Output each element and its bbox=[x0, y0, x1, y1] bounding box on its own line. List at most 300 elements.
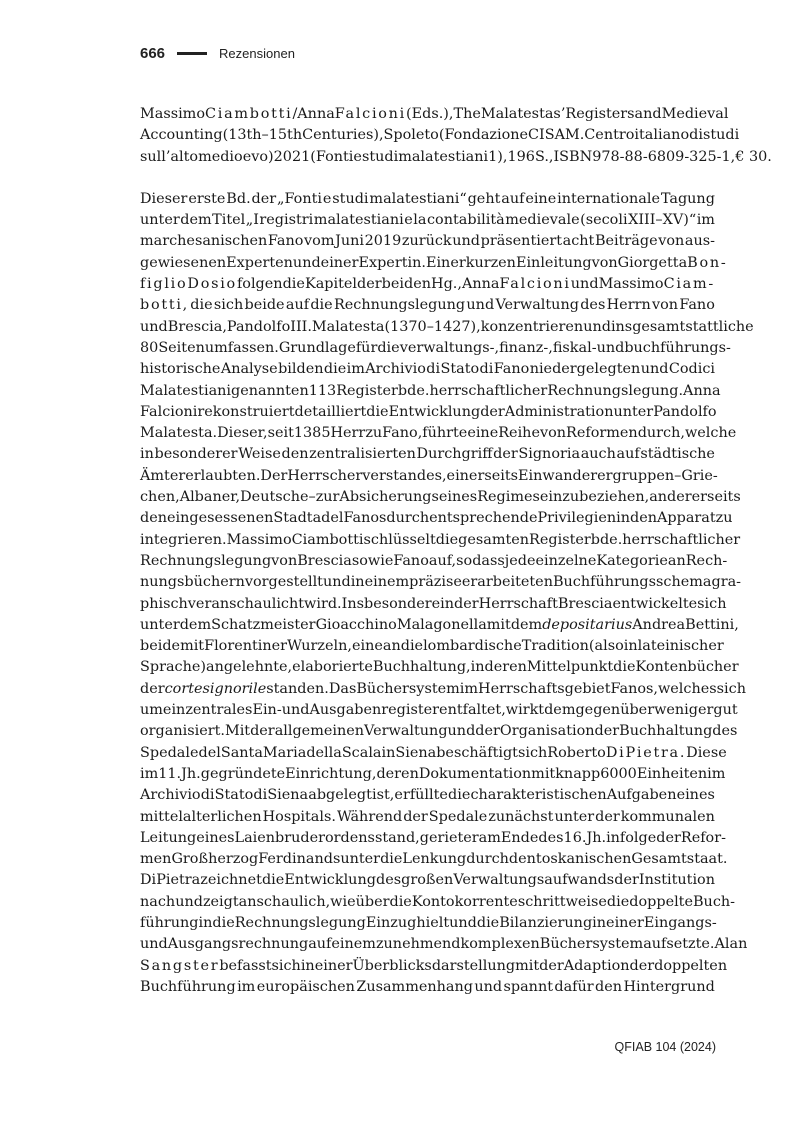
word: unter bbox=[140, 212, 180, 229]
word: mit bbox=[515, 957, 540, 974]
word: städtische bbox=[640, 446, 715, 463]
word: Mit bbox=[224, 723, 251, 740]
body-line bbox=[140, 743, 727, 764]
paragraph-gap bbox=[140, 168, 715, 189]
word: Tagung bbox=[660, 190, 715, 207]
word: Dosio bbox=[187, 276, 237, 293]
word: in bbox=[616, 510, 630, 527]
word: zur bbox=[315, 489, 340, 506]
word: Rechnungslegung. bbox=[547, 382, 684, 399]
word: im bbox=[140, 765, 159, 782]
word: Fano bbox=[267, 233, 304, 250]
word: herrschaftlicher bbox=[429, 382, 548, 399]
word: Ein- bbox=[252, 702, 282, 719]
word: mit bbox=[180, 638, 205, 655]
word: Rechnungslegung bbox=[333, 297, 466, 314]
word: charakteristischen bbox=[470, 787, 607, 804]
word: von bbox=[652, 297, 679, 314]
word: führte bbox=[422, 425, 468, 442]
body-line bbox=[140, 508, 733, 529]
word: unter bbox=[340, 851, 381, 868]
body-line bbox=[140, 977, 715, 998]
word: einzelne bbox=[535, 552, 597, 569]
word: und bbox=[281, 702, 310, 719]
word: einem bbox=[331, 936, 376, 953]
word: abgelegt bbox=[308, 787, 372, 804]
word: e bbox=[322, 190, 332, 207]
word: nach bbox=[140, 893, 176, 910]
word: seit bbox=[267, 425, 294, 442]
word: zentrales bbox=[185, 702, 253, 719]
word: des bbox=[580, 297, 606, 314]
word: unter bbox=[554, 808, 595, 825]
word: Spedale bbox=[428, 808, 488, 825]
word: Analyse bbox=[220, 361, 278, 378]
word: die bbox=[380, 851, 403, 868]
word: weniger bbox=[654, 702, 714, 719]
word: Lenkung bbox=[402, 851, 467, 868]
word: knapp bbox=[555, 765, 601, 782]
word: zu bbox=[715, 510, 733, 527]
word: Regimes bbox=[477, 489, 540, 506]
word: sich bbox=[716, 680, 746, 697]
word: gewiesenen bbox=[140, 254, 227, 271]
word: Fanos bbox=[343, 510, 387, 527]
word: der bbox=[357, 276, 382, 293]
word: acht bbox=[562, 233, 595, 250]
word: doppelten bbox=[654, 957, 728, 974]
word: den bbox=[595, 978, 623, 995]
word: Pandolfo bbox=[653, 403, 717, 420]
word: 978-88-6809-325-1, bbox=[592, 148, 736, 165]
word: malatestiani bbox=[313, 212, 404, 229]
word: Experten bbox=[226, 254, 293, 271]
word: Pietra bbox=[156, 872, 201, 889]
running-title: Rezensionen bbox=[219, 45, 295, 61]
word: organisiert. bbox=[140, 723, 225, 740]
word: Massimo bbox=[140, 106, 205, 122]
word: in bbox=[300, 957, 315, 974]
word: in bbox=[470, 659, 485, 676]
word: Herrschaft bbox=[478, 595, 558, 612]
body-line bbox=[140, 338, 731, 359]
word: des bbox=[538, 829, 564, 846]
word: zu bbox=[365, 425, 383, 442]
word: entsprechende bbox=[429, 510, 538, 527]
word: Kontokorrente bbox=[411, 893, 518, 910]
word: Stato bbox=[214, 787, 254, 804]
word: den bbox=[630, 510, 657, 527]
word: Brescia, bbox=[167, 318, 227, 335]
word: Institution bbox=[638, 872, 715, 889]
word: die bbox=[606, 893, 630, 910]
word: Herrscher bbox=[287, 467, 363, 484]
word: eine bbox=[351, 638, 383, 655]
body-line bbox=[140, 381, 721, 402]
word: Siena bbox=[395, 744, 437, 761]
word: einzubeziehen, bbox=[539, 489, 650, 506]
word: – bbox=[674, 467, 682, 484]
word: und bbox=[322, 574, 351, 591]
word: Malatesta. bbox=[140, 425, 218, 442]
word: Hospitals. bbox=[262, 808, 336, 825]
word: Einleitung bbox=[515, 254, 592, 271]
word: präsentiert bbox=[480, 233, 563, 250]
word: (1370–1427), bbox=[384, 318, 481, 335]
word: detailliert bbox=[294, 403, 367, 420]
word: in bbox=[198, 914, 213, 931]
word: und bbox=[596, 339, 625, 356]
word: die bbox=[389, 893, 412, 910]
body-line bbox=[140, 679, 746, 700]
body-line bbox=[140, 785, 715, 806]
word: (also bbox=[588, 638, 624, 655]
word: angelehnte, bbox=[206, 659, 293, 676]
word: Ausgabenregister bbox=[309, 702, 440, 719]
word: die bbox=[310, 297, 333, 314]
word: die bbox=[377, 339, 400, 356]
word: auf bbox=[616, 446, 640, 463]
word: 2019 bbox=[364, 233, 402, 250]
word: in bbox=[623, 638, 638, 655]
word: Di bbox=[605, 744, 626, 761]
word: Albaner, bbox=[179, 489, 241, 506]
word: Gesamtstaat. bbox=[631, 851, 728, 868]
word: sull’alto bbox=[140, 148, 199, 165]
word: 16. bbox=[563, 829, 587, 846]
word: Spoleto bbox=[383, 127, 439, 144]
word: Verwaltung bbox=[364, 723, 448, 740]
word: Einrichtung, bbox=[285, 765, 377, 782]
word: beide bbox=[140, 638, 181, 655]
body-line bbox=[140, 189, 715, 210]
word: Zusammenhang bbox=[356, 978, 473, 995]
word: S., bbox=[534, 148, 554, 165]
word: doppelte bbox=[629, 893, 693, 910]
word: /Anna bbox=[292, 106, 335, 122]
word: im bbox=[346, 361, 365, 378]
word: die bbox=[448, 787, 471, 804]
word: auf bbox=[308, 936, 332, 953]
word: marchesanischen bbox=[140, 233, 268, 250]
word: (Eds.), bbox=[406, 106, 454, 122]
word: durch bbox=[386, 510, 430, 527]
word: The bbox=[453, 106, 481, 122]
word: Überblicksdarstellung bbox=[352, 957, 516, 974]
word: der bbox=[656, 829, 681, 846]
word: schlüsselt bbox=[363, 531, 436, 548]
word: zentralisierten bbox=[309, 446, 416, 463]
word: Hintergrund bbox=[623, 978, 715, 995]
body-line bbox=[140, 466, 718, 487]
word: Alan bbox=[714, 936, 748, 953]
word: und bbox=[140, 936, 168, 953]
word: rekonstruiert bbox=[197, 403, 295, 420]
word: in bbox=[440, 595, 455, 612]
page-header bbox=[140, 43, 295, 63]
body-line bbox=[140, 828, 726, 849]
word: der bbox=[250, 723, 275, 740]
word: Giorgetta bbox=[617, 254, 688, 271]
word: 113 bbox=[308, 382, 337, 399]
body-line bbox=[140, 359, 715, 380]
body-line bbox=[140, 594, 727, 615]
word: XIII–XV)“ bbox=[628, 212, 697, 229]
word: die bbox=[435, 531, 459, 548]
word: eingesessenen bbox=[167, 510, 274, 527]
body-line bbox=[140, 700, 738, 721]
word: auch bbox=[580, 446, 616, 463]
word: Kontenbücher bbox=[635, 659, 739, 676]
word: erarbeiteten bbox=[461, 574, 553, 591]
word: Herr bbox=[330, 425, 366, 442]
body-line bbox=[140, 849, 728, 870]
word: ist, bbox=[371, 787, 395, 804]
word: Tradition bbox=[521, 638, 589, 655]
word: im bbox=[237, 978, 256, 995]
word: großen bbox=[401, 872, 454, 889]
word: Juni bbox=[335, 233, 365, 250]
word: führung bbox=[140, 914, 199, 931]
body-line bbox=[140, 870, 715, 891]
word: bilden bbox=[278, 361, 324, 378]
word: botti, bbox=[140, 297, 189, 314]
word: Absicherung bbox=[339, 489, 432, 506]
word: Stadtadel bbox=[273, 510, 344, 527]
word: Jh. bbox=[586, 829, 607, 846]
word: die bbox=[613, 659, 636, 676]
word: in bbox=[350, 574, 365, 591]
word: beiden bbox=[381, 276, 431, 293]
word: Malatesta bbox=[311, 318, 385, 335]
word: stattliche bbox=[685, 318, 754, 335]
word: Ciambotti bbox=[205, 106, 293, 122]
word: komplexen bbox=[460, 936, 540, 953]
word: so bbox=[456, 552, 473, 569]
word: „Fonti bbox=[277, 190, 322, 207]
word: Büchersystem bbox=[356, 680, 460, 697]
word: welche bbox=[684, 425, 737, 442]
page-number: 666 bbox=[140, 44, 166, 62]
word: Buchhaltung bbox=[619, 723, 713, 740]
word: elaborierte bbox=[292, 659, 373, 676]
body-line bbox=[140, 913, 715, 934]
word: der bbox=[140, 680, 165, 697]
word: Roberto bbox=[547, 744, 606, 761]
word: präzise bbox=[409, 574, 462, 591]
word: kommunalen bbox=[620, 808, 715, 825]
word: Codici bbox=[668, 361, 715, 378]
word: registri bbox=[259, 212, 314, 229]
word: von bbox=[539, 425, 567, 442]
word: Kategorie bbox=[596, 552, 668, 569]
word: Entwicklung bbox=[388, 403, 481, 420]
word: Malatestas’ bbox=[480, 106, 566, 122]
word: Dieser, bbox=[217, 425, 268, 442]
word: eine bbox=[525, 190, 557, 207]
word: (Fondazione bbox=[438, 127, 529, 144]
word: Sangster bbox=[140, 957, 220, 974]
word: die bbox=[366, 403, 389, 420]
word: andererseits bbox=[649, 489, 741, 506]
word: Jh. bbox=[181, 765, 201, 782]
word: ein bbox=[162, 702, 186, 719]
body-line bbox=[140, 764, 726, 785]
word: durch, bbox=[637, 425, 685, 442]
word: und bbox=[449, 914, 477, 931]
word: Refor- bbox=[680, 829, 726, 846]
word: um bbox=[140, 702, 163, 719]
word: der bbox=[480, 403, 505, 420]
word: della bbox=[306, 744, 342, 761]
header-rule bbox=[177, 52, 207, 55]
word: einerseits bbox=[446, 467, 519, 484]
word: Einwanderergruppen bbox=[518, 467, 675, 484]
word: – bbox=[308, 489, 316, 506]
word: einer bbox=[314, 957, 353, 974]
word: lombardische bbox=[423, 638, 522, 655]
body-line bbox=[140, 530, 741, 551]
word: men bbox=[140, 851, 172, 868]
word: 196 bbox=[507, 148, 535, 165]
word: Büchersystem bbox=[539, 936, 644, 953]
word: genannten bbox=[231, 382, 309, 399]
word: in bbox=[592, 914, 607, 931]
word: zeichnet bbox=[200, 872, 262, 889]
word: wirkt bbox=[505, 702, 545, 719]
body-line bbox=[140, 551, 728, 572]
word: Signoria bbox=[518, 446, 581, 463]
word: malatestiani“ bbox=[369, 190, 467, 207]
word: Verwaltungsaufwands bbox=[453, 872, 615, 889]
word: im bbox=[696, 212, 715, 229]
word: e bbox=[353, 148, 362, 165]
word: malatestiani bbox=[398, 148, 489, 165]
word: la bbox=[413, 212, 427, 229]
word: gut bbox=[713, 702, 738, 719]
word: entfaltet, bbox=[439, 702, 506, 719]
word: Einheiten bbox=[636, 765, 708, 782]
word: Fanos, bbox=[610, 680, 658, 697]
word: auf bbox=[501, 190, 525, 207]
word: hielt bbox=[416, 914, 450, 931]
word: der bbox=[614, 872, 639, 889]
word: 2021 bbox=[273, 148, 311, 165]
word: Scala bbox=[341, 744, 382, 761]
word: infolge bbox=[606, 829, 657, 846]
word: besonderer bbox=[154, 446, 238, 463]
word: es, bbox=[426, 467, 447, 484]
word: den bbox=[140, 510, 167, 527]
word: umfassen. bbox=[204, 339, 279, 356]
word: dafür bbox=[554, 978, 594, 995]
word: Expertin. bbox=[358, 254, 426, 271]
body-line bbox=[140, 615, 739, 636]
word: im bbox=[707, 765, 726, 782]
word: der bbox=[403, 808, 428, 825]
word: Pietra. bbox=[625, 744, 687, 761]
word: die bbox=[282, 276, 305, 293]
body-line bbox=[140, 210, 715, 231]
word: im bbox=[459, 680, 479, 697]
word: italiano bbox=[634, 127, 690, 144]
body-line bbox=[140, 487, 741, 508]
word: Reformen bbox=[566, 425, 638, 442]
word: (Fonti bbox=[310, 148, 354, 165]
word: erste bbox=[188, 190, 226, 207]
word: Deutsche bbox=[240, 489, 309, 506]
body-line bbox=[140, 636, 724, 657]
word: zunächst bbox=[488, 808, 554, 825]
citation-line bbox=[140, 147, 772, 168]
word: beschäftigt bbox=[436, 744, 518, 761]
word: Florentiner bbox=[204, 638, 288, 655]
word: der bbox=[251, 190, 277, 207]
word: auf, bbox=[428, 552, 457, 569]
word: erfüllte bbox=[394, 787, 448, 804]
word: Ciam- bbox=[663, 276, 715, 293]
word: Gioacchino bbox=[315, 616, 397, 633]
word: Bilanzierung bbox=[499, 914, 593, 931]
word: jede bbox=[504, 552, 536, 569]
word: medioevo) bbox=[198, 148, 274, 165]
word: an bbox=[667, 552, 686, 569]
word: an bbox=[382, 638, 401, 655]
word: in bbox=[381, 744, 396, 761]
word: und bbox=[140, 318, 168, 335]
word: toskanischen bbox=[535, 851, 632, 868]
word: demgegenüber bbox=[544, 702, 655, 719]
word: Brescia bbox=[557, 595, 613, 612]
word: 80 bbox=[140, 339, 159, 356]
word: Massimo bbox=[598, 276, 664, 293]
word: chen, bbox=[140, 489, 180, 506]
word: di bbox=[253, 787, 268, 804]
body-line bbox=[140, 657, 739, 678]
word: die bbox=[261, 872, 285, 889]
word: von bbox=[591, 254, 618, 271]
word: Der bbox=[260, 467, 288, 484]
word: Bettini, bbox=[685, 616, 739, 633]
word: aufsetzte. bbox=[643, 936, 715, 953]
word: Anna bbox=[683, 382, 721, 399]
word: zurück bbox=[401, 233, 452, 250]
word: dem bbox=[179, 616, 212, 633]
word: Brescia bbox=[297, 552, 352, 569]
word: eine bbox=[467, 425, 499, 442]
word: ISBN bbox=[553, 148, 593, 165]
word: der bbox=[475, 723, 500, 740]
word: Siena bbox=[267, 787, 309, 804]
body-line bbox=[140, 274, 715, 295]
word: di bbox=[200, 787, 215, 804]
word: wie bbox=[330, 893, 356, 910]
word: die bbox=[190, 297, 213, 314]
word: und bbox=[583, 318, 611, 335]
word: einem bbox=[364, 574, 410, 591]
word: Privilegien bbox=[537, 510, 617, 527]
word: über bbox=[355, 893, 390, 910]
word: Organisation bbox=[499, 723, 595, 740]
word: studi bbox=[702, 127, 740, 144]
word: beide bbox=[244, 297, 285, 314]
body-line bbox=[140, 402, 715, 423]
word: welches bbox=[657, 680, 717, 697]
word: Falcioni bbox=[334, 106, 407, 122]
word: herrschaftlicher bbox=[622, 531, 741, 548]
word: von bbox=[271, 552, 298, 569]
body-line bbox=[140, 572, 742, 593]
